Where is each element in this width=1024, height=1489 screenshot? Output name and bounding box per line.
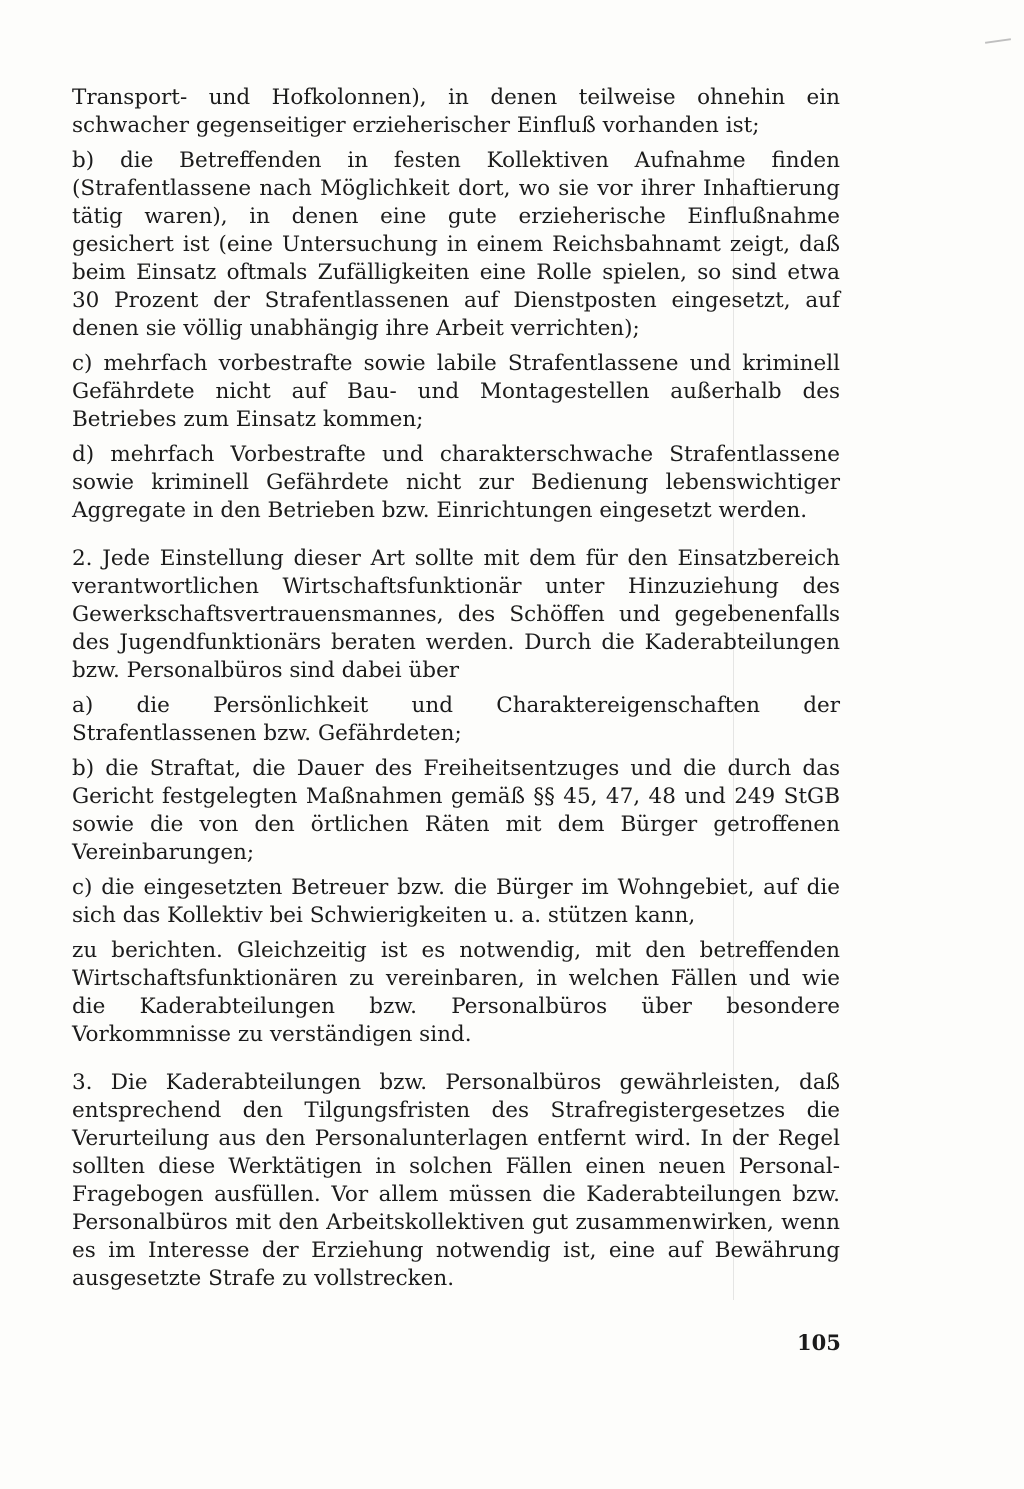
paragraph-item-d: d) mehrfach Vorbestrafte und charakterschwache Strafentlassene sowie kriminell Gefährdete nicht zur Bedienung lebenswichtiger Aggregate in den Betrieben bzw. Einrichtungen eingesetzt werden. (72, 442, 840, 523)
paragraph-continuation: Transport- und Hofkolonnen), in denen teilweise ohnehin ein schwacher gegenseitiger erzieherischer Einfluß vorhanden ist; (72, 85, 840, 138)
paragraph-section-3: 3. Die Kaderabteilungen bzw. Personalbüros gewährleisten, daß entsprechend den Tilgungsfristen des Strafregistergesetzes die Verurteilung aus den Personalunterlagen entfernt wird. In der Regel sollten diese Werktätigen in solchen Fällen einen neuen Personal-Fragebogen ausfüllen. Vor allem müssen die Kaderabteilungen bzw. Personalbüros mit den Arbeitskollektiven gut zusammenwirken, wenn es im Interesse der Erziehung notwendig ist, eine auf Bewährung ausgesetzte Strafe zu vollstrecken. (72, 1070, 840, 1291)
paragraph-report: zu berichten. Gleichzeitig ist es notwendig, mit den betreffenden Wirtschaftsfunktionären zu vereinbaren, in welchen Fällen und wie die Kaderabteilungen bzw. Personalbüros über besondere Vorkommnisse zu verständigen sind. (72, 938, 840, 1047)
paragraph-item-c-2: c) die eingesetzten Betreuer bzw. die Bürger im Wohngebiet, auf die sich das Kollektiv bei Schwierigkeiten u. a. stützen kann, (72, 875, 840, 928)
scan-mark (985, 38, 1011, 44)
paragraph-item-b: b) die Betreffenden in festen Kollektiven Aufnahme finden (Strafentlassene nach Möglichkeit dort, wo sie vor ihrer Inhaftierung tätig waren), in denen eine gute erzieherische Einflußnahme gesichert ist (eine Untersuchung in einem Reichsbahnamt zeigt, daß beim Einsatz oftmals Zufälligkeiten eine Rolle spielen, so sind etwa 30 Prozent der Strafentlassenen auf Dienstposten eingesetzt, auf denen sie völlig unabhängig ihre Arbeit verrichten); (72, 148, 840, 341)
page-number: 105 (797, 1330, 841, 1355)
paragraph-item-c: c) mehrfach vorbestrafte sowie labile Strafentlassene und kriminell Gefährdete nicht auf Bau- und Montagestellen außerhalb des Betriebes zum Einsatz kommen; (72, 351, 840, 432)
paragraph-section-2: 2. Jede Einstellung dieser Art sollte mit dem für den Einsatzbereich verantwortlichen Wirtschaftsfunktionär unter Hinzuziehung des Gewerkschaftsvertrauensmannes, des Schöffen und gegebenenfalls des Jugendfunktionärs beraten werden. Durch die Kaderabteilungen bzw. Personalbüros sind dabei über (72, 546, 840, 683)
paragraph-item-b-2: b) die Straftat, die Dauer des Freiheitsentzuges und die durch das Gericht festgelegten Maßnahmen gemäß §§ 45, 47, 48 und 249 StGB sowie die von den örtlichen Räten mit dem Bürger getroffenen Vereinbarungen; (72, 756, 840, 865)
paragraph-item-a: a) die Persönlichkeit und Charaktereigenschaften der Strafentlassenen bzw. Gefährdeten; (72, 693, 840, 746)
body-text (72, 84, 840, 1293)
